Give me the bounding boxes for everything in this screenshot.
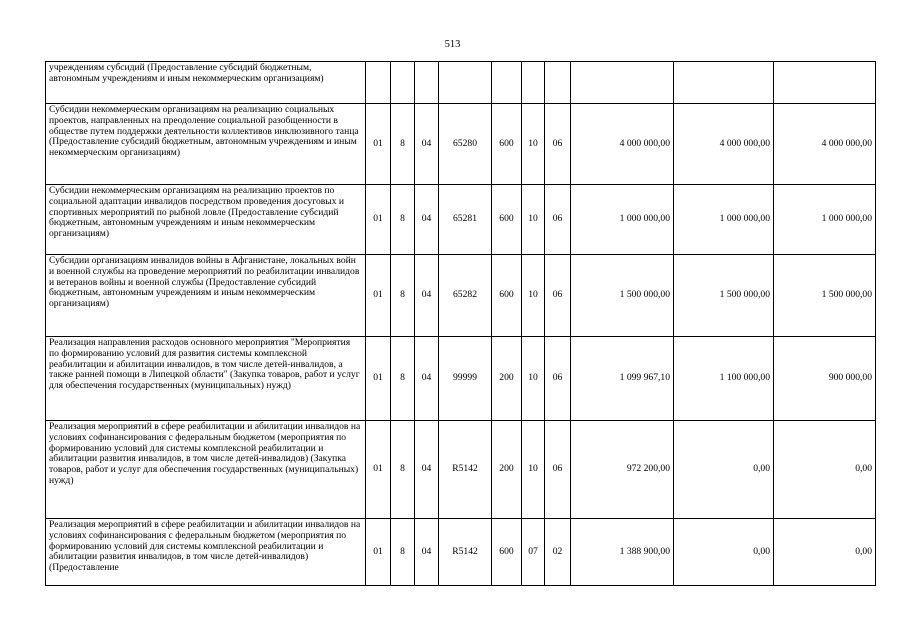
code-cell: 200 [492, 337, 522, 421]
amount-cell: 0,00 [674, 519, 774, 586]
row-description: Субсидии организациям инвалидов войны в Афганистане, локальных войн и военной службы на проведение мероприятий по реабилитации инвалидов и ветеранов войны и военной службы (Предоставление субсидий бюджетным, автономным учреждениям и иным некоммерческим организациям) [46, 255, 366, 337]
row-description: учреждениям субсидий (Предоставление субсидий бюджетным, автономным учреждениям и иным некоммерческим организациям) [46, 62, 366, 104]
code-cell [415, 62, 439, 104]
code-cell: 04 [415, 255, 439, 337]
budget-table-body [46, 62, 876, 586]
code-cell: 01 [366, 104, 391, 185]
amount-cell: 1 000 000,00 [774, 185, 876, 255]
code-cell [545, 62, 571, 104]
page-number: 513 [444, 39, 461, 50]
code-cell [492, 62, 522, 104]
amount-cell: 1 000 000,00 [674, 185, 774, 255]
code-cell: 8 [391, 519, 415, 586]
code-cell: 01 [366, 255, 391, 337]
table-row [46, 421, 876, 519]
amount-cell: 1 099 967,10 [571, 337, 674, 421]
code-cell [522, 62, 545, 104]
amount-cell: 1 000 000,00 [571, 185, 674, 255]
amount-cell: 1 100 000,00 [674, 337, 774, 421]
code-cell: R5142 [439, 519, 492, 586]
amount-cell: 900 000,00 [774, 337, 876, 421]
code-cell: 600 [492, 255, 522, 337]
code-cell: 06 [545, 255, 571, 337]
code-cell: 8 [391, 255, 415, 337]
row-description: Реализация направления расходов основного мероприятия "Мероприятия по формированию условий для развития системы комплексной реабилитации и абилитации инвалидов, в том числе детей-инвалидов, а также ранней помощи в Липецкой области" (Закупка товаров, работ и услуг для обеспечения государственных (муниципальных) нужд) [46, 337, 366, 421]
code-cell: 65280 [439, 104, 492, 185]
amount-cell: 1 500 000,00 [774, 255, 876, 337]
code-cell: 04 [415, 104, 439, 185]
amount-cell: 1 500 000,00 [674, 255, 774, 337]
row-description: Субсидии некоммерческим организациям на реализацию проектов по социальной адаптации инвалидов посредством проведения досуговых и спортивных мероприятий по рыбной ловле (Предоставление субсидий бюджетным, автономным учреждениям и иным некоммерческим организациям) [46, 185, 366, 255]
amount-cell: 1 388 900,00 [571, 519, 674, 586]
table-row [46, 185, 876, 255]
code-cell: 200 [492, 421, 522, 519]
code-cell: 07 [522, 519, 545, 586]
code-cell: 04 [415, 519, 439, 586]
code-cell: 600 [492, 185, 522, 255]
code-cell: 65282 [439, 255, 492, 337]
code-cell: R5142 [439, 421, 492, 519]
amount-cell [571, 62, 674, 104]
table-row [46, 255, 876, 337]
code-cell: 600 [492, 104, 522, 185]
code-cell: 04 [415, 337, 439, 421]
amount-cell [674, 62, 774, 104]
code-cell: 10 [522, 421, 545, 519]
code-cell: 8 [391, 421, 415, 519]
code-cell [439, 62, 492, 104]
amount-cell: 0,00 [674, 421, 774, 519]
amount-cell: 4 000 000,00 [571, 104, 674, 185]
code-cell: 10 [522, 104, 545, 185]
code-cell [366, 62, 391, 104]
code-cell: 8 [391, 185, 415, 255]
table-row [46, 104, 876, 185]
code-cell: 600 [492, 519, 522, 586]
code-cell [391, 62, 415, 104]
table-row [46, 62, 876, 104]
code-cell: 01 [366, 421, 391, 519]
amount-cell [774, 62, 876, 104]
amount-cell: 1 500 000,00 [571, 255, 674, 337]
code-cell: 02 [545, 519, 571, 586]
code-cell: 65281 [439, 185, 492, 255]
code-cell: 04 [415, 421, 439, 519]
code-cell: 01 [366, 337, 391, 421]
code-cell: 10 [522, 185, 545, 255]
code-cell: 06 [545, 337, 571, 421]
amount-cell: 4 000 000,00 [774, 104, 876, 185]
code-cell: 06 [545, 421, 571, 519]
budget-table [45, 61, 876, 586]
row-description: Реализация мероприятий в сфере реабилитации и абилитации инвалидов на условиях софинансирования с федеральным бюджетом (мероприятия по формированию условий для системы комплексной реабилитации и абилитации развития инвалидов, в том числе детей-инвалидов) (Закупка товаров, работ и услуг для обеспечения государственных (муниципальных) нужд) [46, 421, 366, 519]
code-cell: 99999 [439, 337, 492, 421]
table-row [46, 337, 876, 421]
code-cell: 06 [545, 185, 571, 255]
code-cell: 06 [545, 104, 571, 185]
code-cell: 10 [522, 337, 545, 421]
code-cell: 01 [366, 185, 391, 255]
row-description: Субсидии некоммерческим организациям на реализацию социальных проектов, направленных на преодоление социальной разобщенности в обществе путем поддержки деятельности коллективов инклюзивного танца (Предоставление субсидий бюджетным, автономным учреждениям и иным некоммерческим организациям) [46, 104, 366, 185]
amount-cell: 0,00 [774, 519, 876, 586]
code-cell: 8 [391, 337, 415, 421]
amount-cell: 972 200,00 [571, 421, 674, 519]
table-row [46, 519, 876, 586]
code-cell: 01 [366, 519, 391, 586]
amount-cell: 0,00 [774, 421, 876, 519]
code-cell: 04 [415, 185, 439, 255]
code-cell: 10 [522, 255, 545, 337]
code-cell: 8 [391, 104, 415, 185]
amount-cell: 4 000 000,00 [674, 104, 774, 185]
row-description: Реализация мероприятий в сфере реабилитации и абилитации инвалидов на условиях софинансирования с федеральным бюджетом (мероприятия по формированию условий для системы комплексной реабилитации и абилитации развития инвалидов, в том числе детей-инвалидов) (Предоставление [46, 519, 366, 586]
